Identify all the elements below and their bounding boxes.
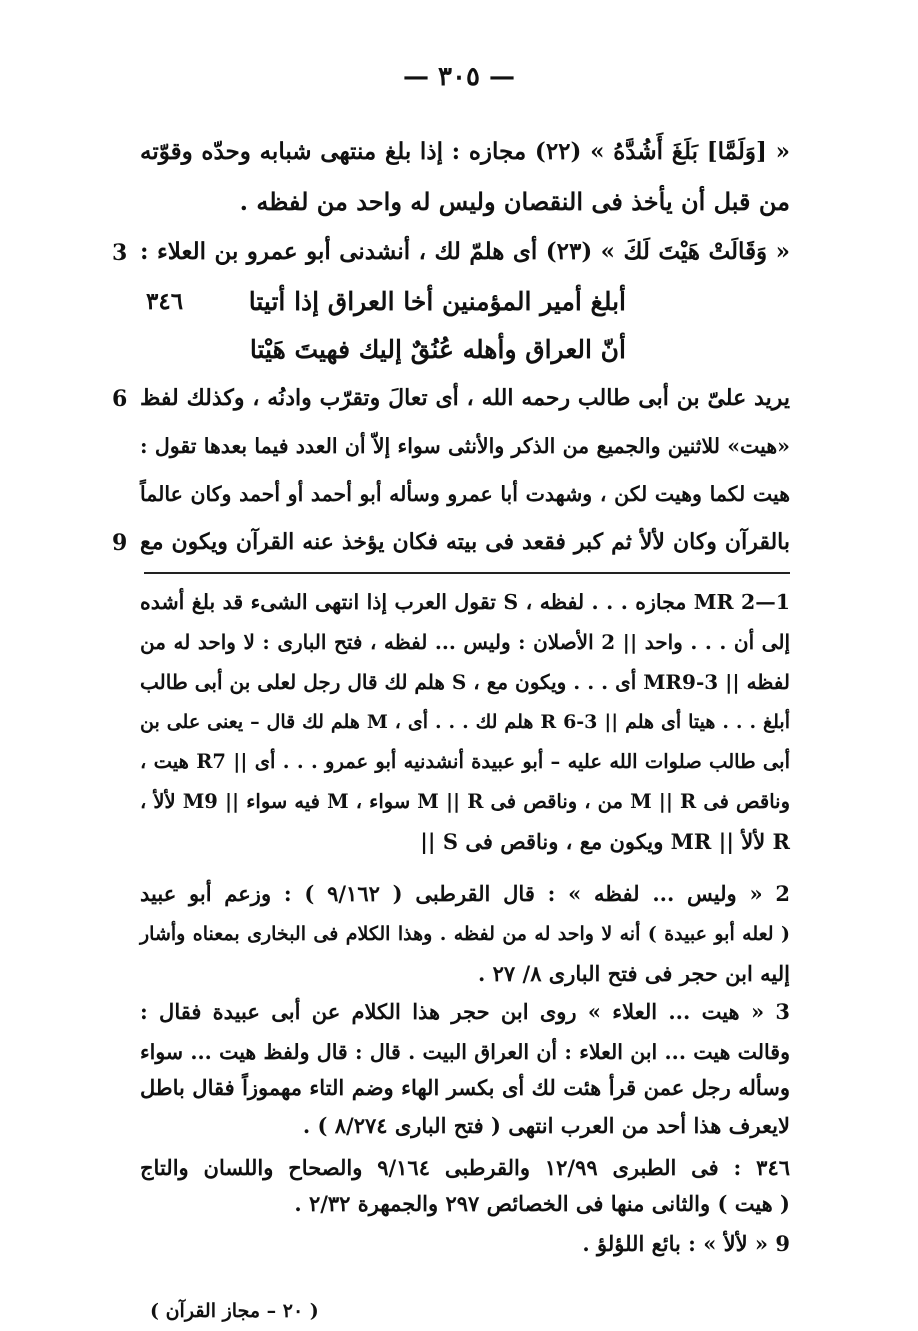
verse-number: ٣٤٦	[146, 288, 184, 315]
signature-footer: ( ٢٠ – مجاز القرآن )	[150, 1300, 319, 1322]
apparatus-line-3: لفظه || MR9-3 أى . . . ويكون مع ، S هلم لك قال رجل لعلى بن أبى طالب	[140, 670, 790, 694]
note-line-10: 9 « لألأ » : بائع اللؤلؤ .	[582, 1231, 790, 1256]
verse-hemistich-2: أنّ العراق وأهله عُنُقٌ إليك فهيتَ هَيْتا	[249, 335, 626, 364]
apparatus-line-5: أبى طالب صلوات الله عليه – أبو عبيدة أنشدنيه أبو عمرو . . . أى || R7 هيت ،	[140, 750, 791, 773]
main-line-7: «هيت» للاثنين والجميع من الذكر والأنثى سواء إلاّ أن العدد فيما بعدها تقول :	[140, 434, 790, 458]
main-line-8: هيت لكما وهيت لكن ، وشهدت أبا عمرو وسأله أبو أحمد أو أحمد وكان عالماً	[140, 482, 790, 506]
line-number-3: 3	[112, 240, 128, 266]
apparatus-line-1: 1—2 MR مجازه . . . لفظه ، S تقول العرب إذا انتهى الشىء قد بلغ أشده	[140, 590, 790, 614]
main-line-1: « [وَلَمَّا] بَلَغَ أَشُدَّهُ » (٢٢) مجازه : إذا بلغ منتهى شبابه وحدّه وقوّته	[140, 138, 790, 165]
line-number-9: 9	[112, 530, 128, 556]
note-line-6: وسأله رجل عمن قرأ هئت لك أى بكسر الهاء وضم التاء مهموزاً فقال باطل	[140, 1075, 790, 1100]
main-line-3: « وَقَالَتْ هَيْتَ لَكَ » (٢٣) أى هلمّ لك ، أنشدنى أبو عمرو بن العلاء :	[140, 238, 790, 265]
note-line-1: 2 « وليس ... لفظه » : قال القرطبى ( ٩/١٦٢ ) : وزعم أبو عبيد	[140, 881, 790, 906]
note-line-3: إليه ابن حجر فى فتح البارى ٨/ ٢٧ .	[478, 961, 790, 986]
apparatus-line-7: R لألأ || MR ويكون مع ، وناقص فى S ||	[420, 829, 790, 854]
note-line-9: ( هيت ) والثانى منها فى الخصائص ٢٩٧ والجمهرة ٢/٣٢ .	[294, 1191, 790, 1216]
line-number-6: 6	[112, 386, 128, 412]
main-line-2: من قبل أن يأخذ فى النقصان وليس له واحد من لفظه .	[239, 187, 790, 216]
apparatus-line-6: وناقص فى M || R من ، وناقص فى M || R سواء ، M فيه سواء || M9 لألأ ،	[140, 790, 790, 813]
note-line-5: وقالت هيت ... ابن العلاء : أن العراق البيت . قال : قال ولفظ هيت ... سواء	[140, 1040, 790, 1064]
footnote-divider	[144, 572, 790, 574]
apparatus-line-2: إلى أن . . . واحد || 2 الأصلان : وليس ... لفظه ، فتح البارى : لا واحد له من	[140, 630, 791, 654]
main-line-9: بالقرآن وكان لألأ ثم كبر فقعد فى بيته فكان يؤخذ عنه القرآن ويكون مع	[140, 529, 790, 555]
main-line-6: يريد علىّ بن أبى طالب رحمه الله ، أى تعالَ وتقرّب وادنُه ، وكذلك لفظ	[140, 385, 790, 411]
page-number: — ٣٠٥ —	[402, 62, 516, 92]
note-line-7: لايعرف هذا أحد من العرب انتهى ( فتح البارى ٨/٢٧٤ ) .	[302, 1113, 790, 1138]
apparatus-line-4: أبلغ . . . هيتا أى هلم || R 6-3 هلم لك . . . أى ، M هلم لك قال – يعنى على بن	[140, 711, 791, 733]
note-line-4: 3 « هيت ... العلاء » روى ابن حجر هذا الكلام عن أبى عبيدة فقال :	[140, 999, 790, 1024]
note-line-8: ٣٤٦ : فى الطبرى ١٢/٩٩ والقرطبى ٩/١٦٤ والصحاح واللسان والتاج	[140, 1155, 791, 1180]
verse-hemistich-1: أبلغ أمير المؤمنين أخا العراق إذا أتيتا	[248, 287, 626, 316]
note-line-2: ( لعله أبو عبيدة ) أنه لا واحد له من لفظه . وهذا الكلام فى البخارى بمعناه وأشار	[140, 923, 790, 945]
